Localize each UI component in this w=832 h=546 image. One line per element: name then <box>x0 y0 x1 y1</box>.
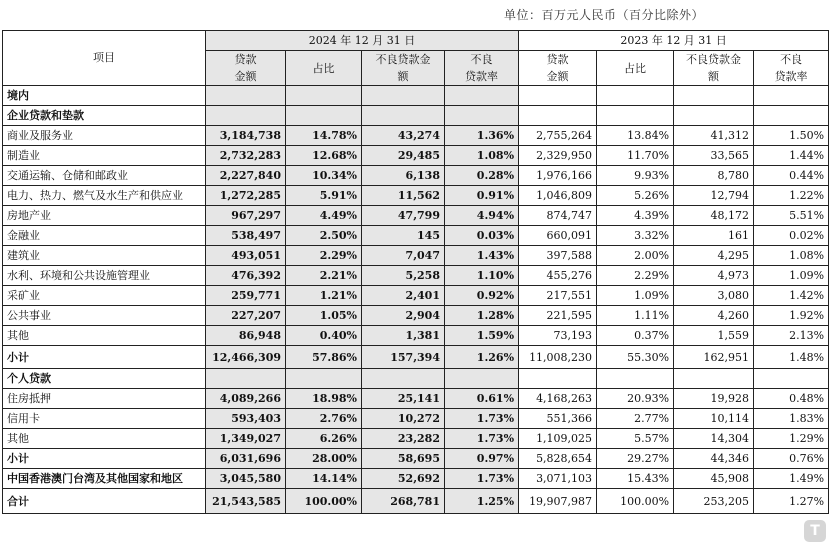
cell-npl-amount-2023: 10,114 <box>674 409 754 429</box>
empty-cell <box>597 86 674 106</box>
empty-cell <box>754 106 829 126</box>
cell-loan-amount-2024: 493,051 <box>206 246 286 266</box>
cell-share-2023: 20.93% <box>597 389 674 409</box>
empty-cell <box>445 106 519 126</box>
cell-loan-amount-2024: 538,497 <box>206 226 286 246</box>
cell-npl-ratio-2023: 1.09% <box>754 266 829 286</box>
empty-cell <box>286 369 362 389</box>
cell-loan-amount-2024: 3,184,738 <box>206 126 286 146</box>
overseas-row <box>3 469 829 489</box>
empty-cell <box>754 369 829 389</box>
cell-share-2023: 4.39% <box>597 206 674 226</box>
cell-npl-ratio-2024: 0.91% <box>445 186 519 206</box>
cell-loan-amount-2024: 2,227,840 <box>206 166 286 186</box>
row-label: 交通运输、仓储和邮政业 <box>3 166 206 186</box>
cell-share-2024: 14.78% <box>286 126 362 146</box>
cell-npl-ratio-2023: 0.44% <box>754 166 829 186</box>
empty-cell <box>362 86 445 106</box>
cell-share-2024: 4.49% <box>286 206 362 226</box>
cell-share-2024: 1.05% <box>286 306 362 326</box>
cell-loan-amount-2023: 2,755,264 <box>519 126 597 146</box>
cell-npl-ratio-2023: 1.27% <box>754 489 829 514</box>
cell-share-2023: 2.77% <box>597 409 674 429</box>
cell-npl-amount-2023: 4,973 <box>674 266 754 286</box>
cell-npl-ratio-2023: 2.13% <box>754 326 829 346</box>
cell-loan-amount-2023: 455,276 <box>519 266 597 286</box>
table-row <box>3 126 829 146</box>
cell-npl-ratio-2023: 1.83% <box>754 409 829 429</box>
cell-loan-amount-2024: 6,031,696 <box>206 449 286 469</box>
cell-npl-ratio-2024: 1.73% <box>445 469 519 489</box>
table-row <box>3 326 829 346</box>
cell-loan-amount-2024: 259,771 <box>206 286 286 306</box>
cell-npl-amount-2024: 2,904 <box>362 306 445 326</box>
cell-share-2023: 5.26% <box>597 186 674 206</box>
cell-share-2024: 12.68% <box>286 146 362 166</box>
table-row <box>3 306 829 326</box>
row-label: 建筑业 <box>3 246 206 266</box>
cell-share-2023: 13.84% <box>597 126 674 146</box>
row-label: 其他 <box>3 326 206 346</box>
empty-cell <box>445 86 519 106</box>
cell-share-2024: 10.34% <box>286 166 362 186</box>
cell-npl-amount-2024: 25,141 <box>362 389 445 409</box>
cell-loan-amount-2023: 73,193 <box>519 326 597 346</box>
cell-npl-amount-2023: 8,780 <box>674 166 754 186</box>
empty-cell <box>519 369 597 389</box>
header-period-2024: 2024 年 12 月 31 日 <box>206 31 519 51</box>
cell-npl-amount-2023: 4,260 <box>674 306 754 326</box>
cell-npl-ratio-2024: 0.61% <box>445 389 519 409</box>
cell-npl-ratio-2024: 0.97% <box>445 449 519 469</box>
cell-loan-amount-2023: 19,907,987 <box>519 489 597 514</box>
cell-npl-ratio-2024: 1.59% <box>445 326 519 346</box>
table-row <box>3 429 829 449</box>
cell-npl-amount-2024: 5,258 <box>362 266 445 286</box>
cell-loan-amount-2023: 221,595 <box>519 306 597 326</box>
cell-loan-amount-2024: 2,732,283 <box>206 146 286 166</box>
cell-npl-amount-2023: 14,304 <box>674 429 754 449</box>
cell-share-2024: 0.40% <box>286 326 362 346</box>
cell-share-2024: 2.76% <box>286 409 362 429</box>
empty-cell <box>674 106 754 126</box>
cell-npl-amount-2024: 6,138 <box>362 166 445 186</box>
cell-loan-amount-2023: 3,071,103 <box>519 469 597 489</box>
cell-share-2024: 2.50% <box>286 226 362 246</box>
empty-cell <box>206 369 286 389</box>
cell-npl-ratio-2023: 1.50% <box>754 126 829 146</box>
cell-npl-ratio-2024: 1.73% <box>445 429 519 449</box>
row-label: 小计 <box>3 449 206 469</box>
empty-cell <box>754 86 829 106</box>
cell-npl-ratio-2023: 1.44% <box>754 146 829 166</box>
cell-npl-amount-2024: 145 <box>362 226 445 246</box>
row-label: 房地产业 <box>3 206 206 226</box>
cell-share-2023: 5.57% <box>597 429 674 449</box>
cell-npl-ratio-2024: 1.25% <box>445 489 519 514</box>
cell-npl-amount-2024: 11,562 <box>362 186 445 206</box>
row-label: 住房抵押 <box>3 389 206 409</box>
cell-share-2023: 29.27% <box>597 449 674 469</box>
header-period-2023: 2023 年 12 月 31 日 <box>519 31 829 51</box>
cell-share-2024: 14.14% <box>286 469 362 489</box>
row-label: 金融业 <box>3 226 206 246</box>
cell-share-2023: 100.00% <box>597 489 674 514</box>
cell-npl-amount-2024: 43,274 <box>362 126 445 146</box>
empty-cell <box>286 106 362 126</box>
empty-cell <box>519 86 597 106</box>
empty-cell <box>362 106 445 126</box>
table-row <box>3 246 829 266</box>
row-label: 合计 <box>3 489 206 514</box>
cell-loan-amount-2023: 397,588 <box>519 246 597 266</box>
cell-loan-amount-2024: 227,207 <box>206 306 286 326</box>
cell-npl-amount-2023: 41,312 <box>674 126 754 146</box>
header-item: 项目 <box>3 31 206 86</box>
corporate-subtotal-row <box>3 346 829 369</box>
section-domestic <box>3 86 829 106</box>
cell-share-2023: 1.11% <box>597 306 674 326</box>
cell-npl-ratio-2023: 1.92% <box>754 306 829 326</box>
empty-cell <box>206 86 286 106</box>
brand-logo-icon: T <box>804 520 826 542</box>
row-label: 公共事业 <box>3 306 206 326</box>
cell-share-2023: 2.00% <box>597 246 674 266</box>
col-header-share-2024: 占比 <box>286 51 362 86</box>
table-row <box>3 409 829 429</box>
cell-npl-amount-2023: 162,951 <box>674 346 754 369</box>
cell-npl-ratio-2024: 1.28% <box>445 306 519 326</box>
empty-cell <box>597 369 674 389</box>
cell-npl-ratio-2024: 1.10% <box>445 266 519 286</box>
section-corporate <box>3 106 829 126</box>
cell-npl-ratio-2023: 1.29% <box>754 429 829 449</box>
cell-share-2023: 3.32% <box>597 226 674 246</box>
cell-share-2023: 15.43% <box>597 469 674 489</box>
table-row <box>3 226 829 246</box>
cell-npl-ratio-2024: 1.26% <box>445 346 519 369</box>
cell-npl-amount-2024: 29,485 <box>362 146 445 166</box>
cell-loan-amount-2023: 660,091 <box>519 226 597 246</box>
section-personal <box>3 369 829 389</box>
cell-share-2024: 6.26% <box>286 429 362 449</box>
col-header-share-2023: 占比 <box>597 51 674 86</box>
cell-npl-amount-2024: 52,692 <box>362 469 445 489</box>
cell-npl-amount-2024: 268,781 <box>362 489 445 514</box>
cell-npl-ratio-2024: 1.36% <box>445 126 519 146</box>
empty-cell <box>519 106 597 126</box>
cell-npl-amount-2023: 4,295 <box>674 246 754 266</box>
cell-npl-ratio-2023: 5.51% <box>754 206 829 226</box>
col-header-npl-ratio-2023: 不良 贷款率 <box>754 51 829 86</box>
table-row <box>3 389 829 409</box>
cell-loan-amount-2024: 967,297 <box>206 206 286 226</box>
cell-npl-amount-2023: 253,205 <box>674 489 754 514</box>
cell-loan-amount-2023: 4,168,263 <box>519 389 597 409</box>
cell-loan-amount-2024: 3,045,580 <box>206 469 286 489</box>
table-row <box>3 186 829 206</box>
cell-loan-amount-2024: 4,089,266 <box>206 389 286 409</box>
empty-cell <box>286 86 362 106</box>
col-header-loan-amount-2023: 贷款 金额 <box>519 51 597 86</box>
total-row <box>3 489 829 514</box>
cell-npl-amount-2024: 58,695 <box>362 449 445 469</box>
cell-npl-ratio-2023: 1.08% <box>754 246 829 266</box>
cell-npl-amount-2023: 48,172 <box>674 206 754 226</box>
cell-npl-amount-2024: 7,047 <box>362 246 445 266</box>
table-row <box>3 266 829 286</box>
cell-loan-amount-2024: 593,403 <box>206 409 286 429</box>
cell-npl-ratio-2023: 0.48% <box>754 389 829 409</box>
cell-loan-amount-2024: 86,948 <box>206 326 286 346</box>
cell-loan-amount-2023: 5,828,654 <box>519 449 597 469</box>
cell-loan-amount-2023: 1,109,025 <box>519 429 597 449</box>
cell-npl-amount-2023: 12,794 <box>674 186 754 206</box>
empty-cell <box>674 369 754 389</box>
table-row <box>3 146 829 166</box>
cell-npl-ratio-2023: 0.02% <box>754 226 829 246</box>
row-label: 商业及服务业 <box>3 126 206 146</box>
col-header-npl-amount-2023: 不良贷款金 额 <box>674 51 754 86</box>
cell-share-2024: 2.21% <box>286 266 362 286</box>
row-label: 中国香港澳门台湾及其他国家和地区 <box>3 469 206 489</box>
cell-share-2023: 0.37% <box>597 326 674 346</box>
empty-cell <box>597 106 674 126</box>
cell-npl-ratio-2023: 1.48% <box>754 346 829 369</box>
section-domestic-label: 境内 <box>3 86 206 106</box>
cell-npl-amount-2024: 1,381 <box>362 326 445 346</box>
cell-npl-ratio-2024: 4.94% <box>445 206 519 226</box>
cell-npl-ratio-2023: 0.76% <box>754 449 829 469</box>
empty-cell <box>206 106 286 126</box>
section-corporate-label: 企业贷款和垫款 <box>3 106 206 126</box>
cell-npl-ratio-2023: 1.42% <box>754 286 829 306</box>
cell-npl-ratio-2024: 1.08% <box>445 146 519 166</box>
section-personal-label: 个人贷款 <box>3 369 206 389</box>
row-label: 制造业 <box>3 146 206 166</box>
cell-npl-ratio-2023: 1.49% <box>754 469 829 489</box>
cell-npl-amount-2024: 10,272 <box>362 409 445 429</box>
cell-share-2023: 55.30% <box>597 346 674 369</box>
cell-share-2023: 1.09% <box>597 286 674 306</box>
cell-loan-amount-2023: 2,329,950 <box>519 146 597 166</box>
cell-loan-amount-2023: 1,046,809 <box>519 186 597 206</box>
col-header-loan-amount-2024: 贷款 金额 <box>206 51 286 86</box>
cell-npl-amount-2023: 161 <box>674 226 754 246</box>
cell-share-2024: 57.86% <box>286 346 362 369</box>
row-label: 信用卡 <box>3 409 206 429</box>
cell-share-2023: 11.70% <box>597 146 674 166</box>
cell-npl-ratio-2024: 1.73% <box>445 409 519 429</box>
cell-npl-amount-2024: 47,799 <box>362 206 445 226</box>
cell-share-2024: 5.91% <box>286 186 362 206</box>
cell-npl-ratio-2024: 0.92% <box>445 286 519 306</box>
empty-cell <box>674 86 754 106</box>
cell-loan-amount-2023: 551,366 <box>519 409 597 429</box>
cell-npl-amount-2023: 3,080 <box>674 286 754 306</box>
col-header-npl-ratio-2024: 不良 贷款率 <box>445 51 519 86</box>
row-label: 电力、热力、燃气及水生产和供应业 <box>3 186 206 206</box>
table-row <box>3 166 829 186</box>
cell-loan-amount-2023: 874,747 <box>519 206 597 226</box>
row-label: 水利、环境和公共设施管理业 <box>3 266 206 286</box>
cell-loan-amount-2023: 1,976,166 <box>519 166 597 186</box>
col-header-npl-amount-2024: 不良贷款金 额 <box>362 51 445 86</box>
cell-share-2024: 18.98% <box>286 389 362 409</box>
cell-npl-amount-2024: 23,282 <box>362 429 445 449</box>
table-row <box>3 206 829 226</box>
cell-npl-amount-2023: 45,908 <box>674 469 754 489</box>
empty-cell <box>445 369 519 389</box>
loan-distribution-table <box>2 30 829 514</box>
cell-share-2023: 9.93% <box>597 166 674 186</box>
cell-share-2024: 28.00% <box>286 449 362 469</box>
cell-npl-ratio-2024: 0.28% <box>445 166 519 186</box>
cell-loan-amount-2024: 1,272,285 <box>206 186 286 206</box>
row-label: 其他 <box>3 429 206 449</box>
table-row <box>3 286 829 306</box>
cell-npl-amount-2023: 44,346 <box>674 449 754 469</box>
row-label: 小计 <box>3 346 206 369</box>
cell-loan-amount-2024: 1,349,027 <box>206 429 286 449</box>
personal-subtotal-row <box>3 449 829 469</box>
cell-npl-amount-2024: 2,401 <box>362 286 445 306</box>
cell-loan-amount-2023: 11,008,230 <box>519 346 597 369</box>
cell-share-2024: 100.00% <box>286 489 362 514</box>
empty-cell <box>362 369 445 389</box>
cell-npl-ratio-2024: 0.03% <box>445 226 519 246</box>
cell-npl-ratio-2024: 1.43% <box>445 246 519 266</box>
cell-loan-amount-2024: 476,392 <box>206 266 286 286</box>
cell-share-2023: 2.29% <box>597 266 674 286</box>
cell-share-2024: 2.29% <box>286 246 362 266</box>
cell-loan-amount-2024: 21,543,585 <box>206 489 286 514</box>
cell-npl-amount-2024: 157,394 <box>362 346 445 369</box>
row-label: 采矿业 <box>3 286 206 306</box>
cell-share-2024: 1.21% <box>286 286 362 306</box>
cell-loan-amount-2023: 217,551 <box>519 286 597 306</box>
unit-note: 单位：百万元人民币（百分比除外） <box>503 8 704 22</box>
cell-loan-amount-2024: 12,466,309 <box>206 346 286 369</box>
cell-npl-amount-2023: 33,565 <box>674 146 754 166</box>
cell-npl-amount-2023: 19,928 <box>674 389 754 409</box>
cell-npl-ratio-2023: 1.22% <box>754 186 829 206</box>
cell-npl-amount-2023: 1,559 <box>674 326 754 346</box>
